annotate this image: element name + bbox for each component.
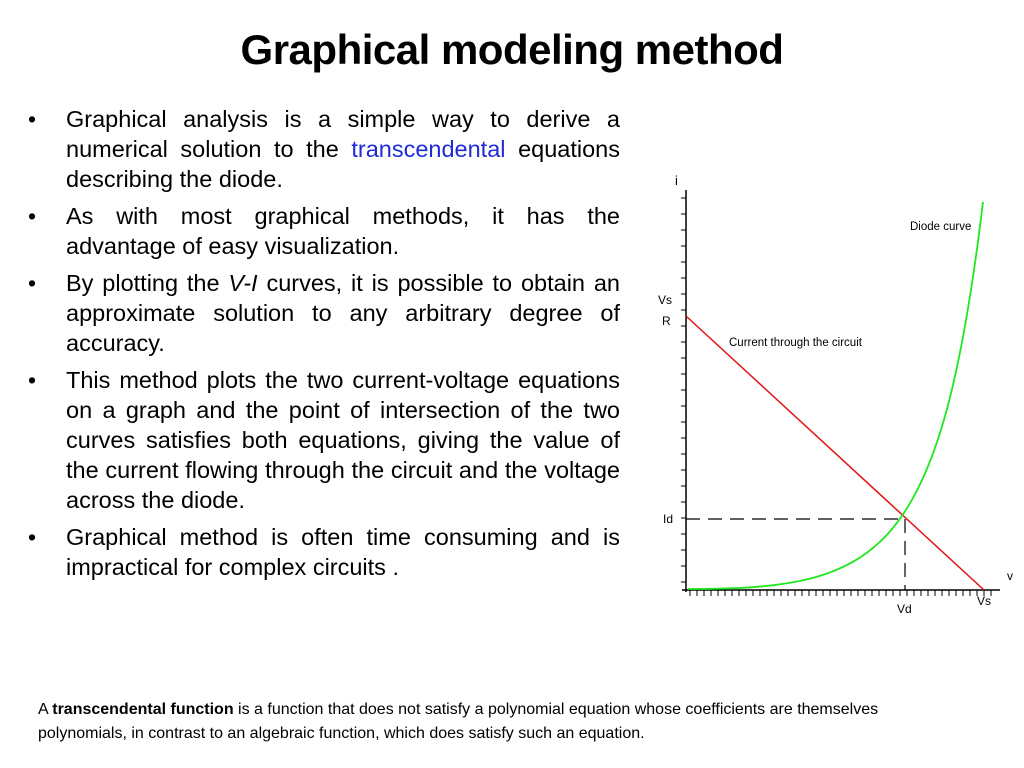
bullet-item [26,104,620,194]
bullet-marker: • [28,270,37,296]
bullet-text: This method plots the two current-voltage equations on a graph and the point of intersection of the two curves satisfies both equations, giving the value of the current flowing through the circuit and the voltage across the diode. [66,367,620,513]
bullet-marker: • [28,367,37,393]
x-axis-label: v [1007,569,1013,583]
x-axis-ticks [690,590,991,596]
bullet-marker: • [28,203,37,229]
transcendental-link[interactable]: transcendental [351,136,506,162]
bullet-text: curves, it is possible to obtain an approximate solution to any arbitrary degree of accuracy. [66,270,620,356]
bullet-marker: • [28,524,37,550]
bullet-text: As with most graphical methods, it has the advantage of easy visualization. [66,203,620,259]
bullet-item [26,365,620,515]
bullet-list [26,104,620,589]
diode-curve-label: Diode curve [910,221,972,233]
vs-over-r-numerator: Vs [658,293,673,307]
vi-diagram [640,160,1024,620]
footnote-text: is a function that does not satisfy a polynomial equation whose coefficients are themselves polynomials, in contrast to an algebraic function, which does satisfy such an equation. [38,701,879,742]
bullet-marker: • [28,106,37,132]
bullet-item [26,201,620,261]
y-axis-label: i [675,173,678,188]
vs-over-r-denominator: R [662,314,671,328]
slide-title: Graphical modeling method [240,26,784,73]
footnote-prefix: A [38,701,53,718]
bullet-text: equations describing the diode. [66,136,620,192]
load-line-label: Current through the circuit [729,337,862,349]
vd-label: Vd [897,602,912,616]
bullet-text: Graphical analysis is a simple way to derive a numerical solution to the [66,106,620,162]
bullet-text: Graphical method is often time consuming and is impractical for complex circuits . [66,524,620,580]
bullet-text: By plotting the [66,270,229,296]
vs-label: Vs [977,594,992,608]
load-line [686,316,984,590]
footnote [38,698,958,746]
bullet-item [26,268,620,358]
diode-curve [688,202,983,589]
vi-italic-text: V-I [228,270,258,296]
footnote-term: transcendental function [52,701,234,718]
id-label: Id [663,512,674,526]
bullet-item [26,522,620,582]
